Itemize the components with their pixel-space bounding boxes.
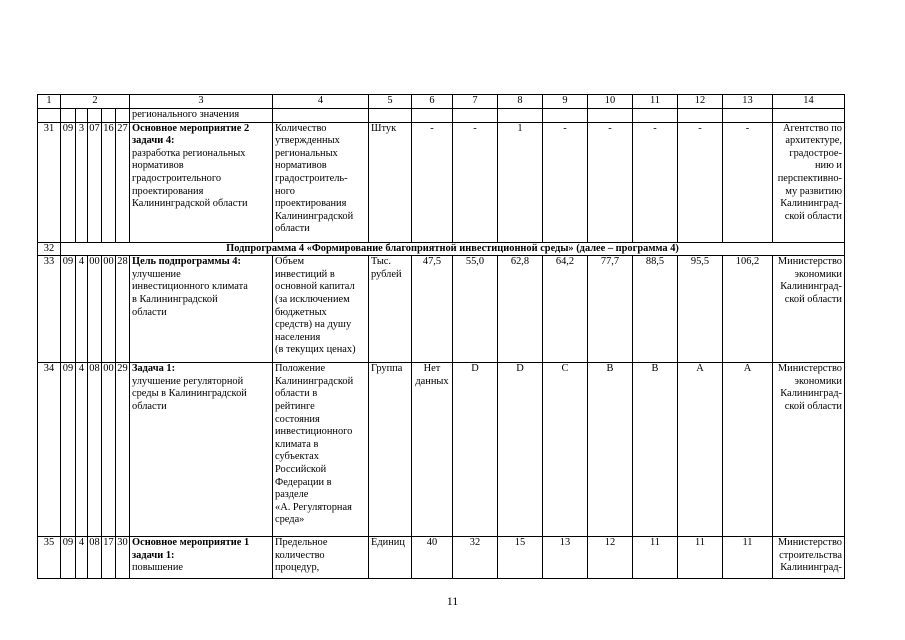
code-cell: 29	[116, 363, 130, 537]
page-number: 11	[446, 594, 459, 608]
indicator-cell: Количество утвержденных региональных нормативов градостроитель- ного проектирования Калининградской области	[273, 122, 369, 242]
row-number: 31	[38, 122, 61, 242]
value-cell: 15	[498, 537, 543, 579]
responsible-cell: Министерство экономики Калининград- ской области	[773, 256, 845, 363]
value-cell: C	[543, 363, 588, 537]
task-title: Основное мероприятие 1 задачи 1:	[132, 537, 250, 561]
code-cell: 09	[61, 122, 76, 242]
col-header: 6	[412, 95, 453, 109]
value-cell: 11	[678, 537, 723, 579]
unit-cell: Тыс. рублей	[369, 256, 412, 363]
code-cell: 09	[61, 256, 76, 363]
table-row	[38, 363, 845, 537]
row-number: 32	[38, 242, 61, 256]
value-cell: -	[588, 122, 633, 242]
code-cell: 4	[76, 363, 88, 537]
value-cell: 40	[412, 537, 453, 579]
code-cell: 00	[88, 256, 102, 363]
code-cell: 07	[88, 122, 102, 242]
task-cell: регионального значения	[130, 109, 273, 123]
value-cell: 32	[453, 537, 498, 579]
indicator-cell: Предельное количество процедур,	[273, 537, 369, 579]
program-indicators-table	[37, 94, 845, 579]
value-cell: 106,2	[723, 256, 773, 363]
task-cell	[130, 256, 273, 363]
value-cell: 62,8	[498, 256, 543, 363]
task-title: Задача 1:	[132, 363, 176, 375]
value-cell: A	[723, 363, 773, 537]
task-title: Основное мероприятие 2 задачи 4:	[132, 122, 250, 147]
task-title: Цель подпрограммы 4:	[132, 256, 241, 268]
responsible-cell: Министерство экономики Калининград- ской области	[773, 363, 845, 537]
value-cell: 77,7	[588, 256, 633, 363]
value-cell: -	[723, 122, 773, 242]
table-row	[38, 109, 845, 123]
code-cell: 28	[116, 256, 130, 363]
task-text: улучшение инвестиционного климата в Калининградской области	[132, 268, 248, 318]
col-header: 3	[130, 95, 273, 109]
unit-cell: Единиц	[369, 537, 412, 579]
code-cell: 4	[76, 256, 88, 363]
value-cell: 88,5	[633, 256, 678, 363]
value-cell: -	[678, 122, 723, 242]
task-cell	[130, 122, 273, 242]
value-cell: 64,2	[543, 256, 588, 363]
col-header: 14	[773, 95, 845, 109]
unit-cell: Штук	[369, 122, 412, 242]
value-cell: 11	[723, 537, 773, 579]
value-cell: -	[453, 122, 498, 242]
code-cell: 4	[76, 537, 88, 579]
value-cell: -	[543, 122, 588, 242]
value-cell: Нет данных	[412, 363, 453, 537]
code-cell: 09	[61, 537, 76, 579]
table-row	[38, 242, 845, 256]
value-cell: B	[588, 363, 633, 537]
indicator-cell: Положение Калининградской области в рейтинге состояния инвестиционного климата в субъектах Российской Федерации в разделе «А. Регуляторная среда»	[273, 363, 369, 537]
col-header: 5	[369, 95, 412, 109]
indicator-cell: Объем инвестиций в основной капитал (за исключением бюджетных средств) на душу населения (в текущих ценах)	[273, 256, 369, 363]
col-header: 7	[453, 95, 498, 109]
table-row	[38, 537, 845, 579]
responsible-cell: Министерство строительства Калининград-	[773, 537, 845, 579]
col-header: 4	[273, 95, 369, 109]
task-text: разработка региональных нормативов градостроительного проектирования Калининградской области	[132, 147, 248, 210]
code-cell: 09	[61, 363, 76, 537]
subprogram-title: Подпрограмма 4 «Формирование благоприятной инвестиционной среды» (далее – программа 4)	[61, 242, 845, 256]
col-header: 9	[543, 95, 588, 109]
row-number: 33	[38, 256, 61, 363]
value-cell: 12	[588, 537, 633, 579]
task-cell	[130, 363, 273, 537]
value-cell: 47,5	[412, 256, 453, 363]
value-cell: D	[453, 363, 498, 537]
code-cell: 16	[102, 122, 116, 242]
row-number: 35	[38, 537, 61, 579]
code-cell: 08	[88, 363, 102, 537]
unit-cell: Группа	[369, 363, 412, 537]
code-cell: 3	[76, 122, 88, 242]
code-cell: 30	[116, 537, 130, 579]
task-cell	[130, 537, 273, 579]
value-cell: D	[498, 363, 543, 537]
col-header: 2	[61, 95, 130, 109]
value-cell: 1	[498, 122, 543, 242]
col-header: 13	[723, 95, 773, 109]
col-header: 12	[678, 95, 723, 109]
col-header: 1	[38, 95, 61, 109]
code-cell: 27	[116, 122, 130, 242]
code-cell: 00	[102, 256, 116, 363]
value-cell: 13	[543, 537, 588, 579]
table-row	[38, 122, 845, 242]
code-cell: 17	[102, 537, 116, 579]
value-cell: 95,5	[678, 256, 723, 363]
value-cell: A	[678, 363, 723, 537]
value-cell: -	[633, 122, 678, 242]
code-cell: 08	[88, 537, 102, 579]
value-cell: -	[412, 122, 453, 242]
value-cell: 11	[633, 537, 678, 579]
value-cell: B	[633, 363, 678, 537]
col-header: 11	[633, 95, 678, 109]
task-text: улучшение регуляторной среды в Калининградской области	[132, 375, 247, 412]
row-number: 34	[38, 363, 61, 537]
task-text: повышение	[132, 562, 183, 574]
header-row	[38, 95, 845, 109]
value-cell: 55,0	[453, 256, 498, 363]
table-row	[38, 256, 845, 363]
col-header: 8	[498, 95, 543, 109]
responsible-cell: Агентство по архитектуре, градострое- нию и перспективно- му развитию Калининград- ской области	[773, 122, 845, 242]
code-cell: 00	[102, 363, 116, 537]
col-header: 10	[588, 95, 633, 109]
